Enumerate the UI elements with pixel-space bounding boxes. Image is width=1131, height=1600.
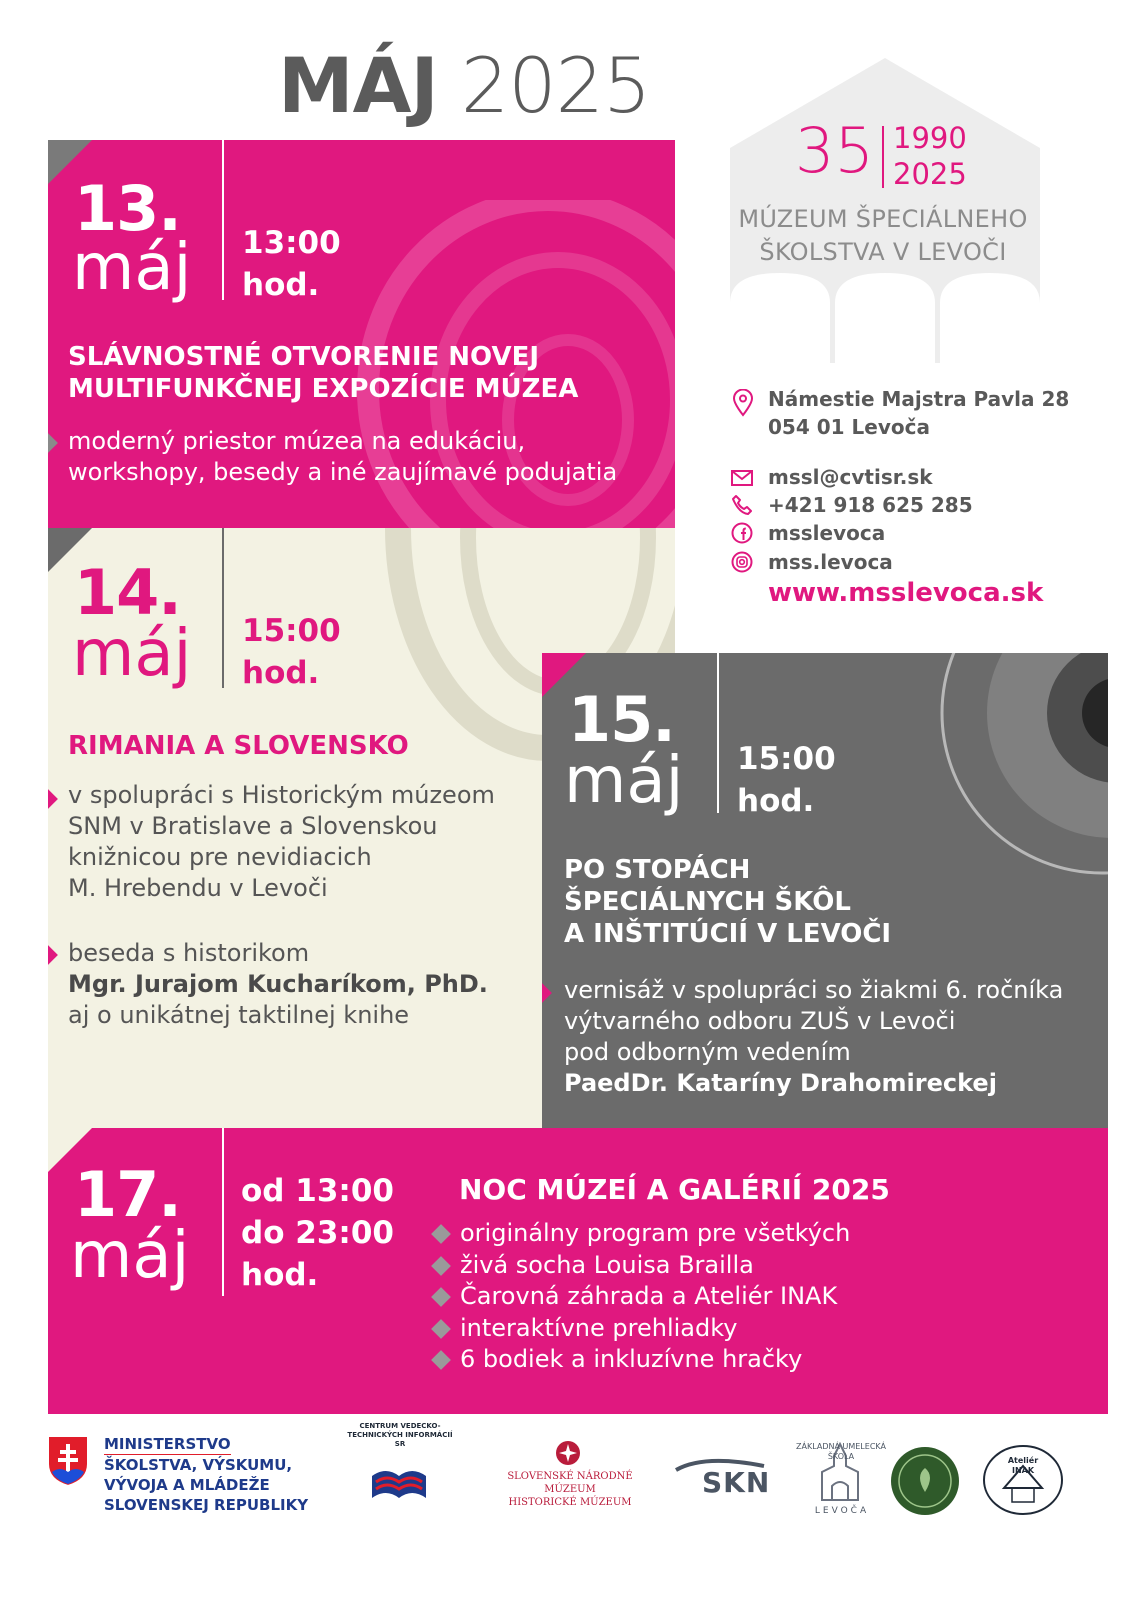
bullet-diamond [431, 1224, 451, 1244]
logo-divider [882, 126, 884, 188]
desc-line: beseda s historikom [68, 939, 310, 967]
ministry-line: VÝVOJA A MLÁDEŽE [104, 1476, 270, 1494]
heading-line: MULTIFUNKČNEJ EXPOZÍCIE MÚZEA [68, 374, 579, 404]
event-17-day: 17. [74, 1158, 181, 1231]
historian-name: Mgr. Jurajom Kucharíkom, PhD. [68, 970, 488, 998]
list-item-text: Čarovná záhrada a Ateliér INAK [460, 1282, 838, 1310]
time-unit: hod. [242, 267, 320, 303]
event-14-heading: RIMANIA A SLOVENSKO [68, 731, 409, 761]
divider [222, 528, 224, 688]
instagram-link[interactable]: mss.levoca [768, 550, 893, 574]
bullet-diamond [431, 1287, 451, 1307]
event-13-heading [68, 341, 578, 405]
address [768, 385, 1069, 441]
desc-line: M. Hrebendu v Levoči [68, 874, 328, 902]
desc-line: výtvarného odboru ZUŠ v Levoči [564, 1007, 956, 1035]
event-17-month: máj [70, 1219, 190, 1293]
ministry-logo-text [104, 1434, 308, 1515]
event-15-month: máj [564, 744, 684, 818]
event-14-day: 14. [74, 556, 181, 629]
address-line: Námestie Majstra Pavla 28 [768, 387, 1070, 411]
list-item-text: originálny program pre všetkých [460, 1219, 851, 1247]
snm-line: HISTORICKÉ MÚZEUM [508, 1497, 632, 1508]
event-15-day: 15. [568, 683, 675, 756]
zus-city-text: LEVOČA [814, 1506, 870, 1516]
desc-line: moderný priestor múzea na edukáciu, [68, 427, 526, 455]
bullet-diamond [48, 789, 58, 809]
facebook-link[interactable]: msslevoca [768, 521, 886, 545]
bullet-diamond [431, 1319, 451, 1339]
snm-logo-text [480, 1470, 660, 1509]
title-month: MÁJ [278, 41, 438, 130]
event-17-block [48, 1128, 1108, 1414]
event-15-time [737, 738, 836, 822]
event-15-description [564, 975, 1063, 1099]
logo-anniversary: 35 [795, 114, 874, 187]
ministry-line: MINISTERSTVO [104, 1435, 231, 1453]
event-13-block [48, 140, 675, 528]
inak-line: Ateliér [1007, 1456, 1039, 1465]
time-end: do 23:00 [241, 1215, 394, 1251]
instagram-icon [731, 551, 753, 573]
phone-link[interactable]: +421 918 625 285 [768, 493, 973, 517]
atelier-inak-text [1000, 1456, 1046, 1476]
time-unit: hod. [241, 1257, 319, 1293]
bullet-diamond [431, 1256, 451, 1276]
desc-line: aj o unikátnej taktilnej knihe [68, 1001, 410, 1029]
time-start: od 13:00 [241, 1173, 394, 1209]
sponsor-logos [0, 1420, 1131, 1600]
logo-year-from: 1990 [893, 121, 967, 155]
inak-line: INAK [1011, 1466, 1035, 1475]
zus-line: ZÁKLADNÁ UMELECKÁ ŠKOLA [796, 1442, 886, 1461]
facebook-icon [731, 522, 753, 544]
snm-line: SLOVENSKÉ NÁRODNÉ MÚZEUM [507, 1471, 633, 1495]
event-17-heading: NOC MÚZEÍ A GALÉRIÍ 2025 [459, 1173, 890, 1206]
desc-line: SNM v Bratislave a Slovenskou [68, 812, 438, 840]
divider [222, 140, 224, 300]
title-year: 2025 [460, 41, 651, 130]
ministry-line: SLOVENSKEJ REPUBLIKY [104, 1496, 309, 1514]
event-14-time [242, 610, 341, 694]
heading-line: PO STOPÁCH [564, 855, 751, 885]
event-14-bullet1 [68, 780, 495, 904]
slovak-coat-of-arms-icon [46, 1434, 90, 1488]
desc-line: knižnicou pre nevidiacich [68, 843, 372, 871]
eye-illustration [902, 653, 1108, 893]
heading-line: SLÁVNOSTNÉ OTVORENIE NOVEJ [68, 342, 540, 372]
logo-museum-name-2: ŠKOLSTVA V LEVOČI [759, 238, 1007, 266]
list-item-text: 6 bodiek a inkluzívne hračky [460, 1345, 803, 1373]
phone-icon [731, 494, 753, 516]
event-15-heading [564, 854, 891, 950]
email-icon [731, 467, 753, 489]
list-item-text: interaktívne prehliadky [460, 1313, 738, 1342]
divider [717, 653, 719, 813]
desc-line: v spolupráci s Historickým múzeom [68, 781, 495, 809]
atelier-inak-logo-icon [982, 1444, 1064, 1516]
event-14-bullet2 [68, 938, 488, 1031]
bullet-diamond [542, 983, 552, 1003]
website-link[interactable]: www.msslevoca.sk [768, 578, 1044, 608]
time-start: 15:00 [242, 613, 341, 649]
garden-logo-icon [890, 1446, 960, 1516]
location-pin-icon [731, 389, 755, 417]
snm-emblem-icon [555, 1440, 581, 1466]
zus-logo-text [786, 1442, 896, 1462]
skn-logo-text: SKN [702, 1466, 771, 1499]
event-13-day: 13. [74, 172, 181, 245]
bullet-diamond [48, 433, 58, 453]
bullet-diamond [431, 1350, 451, 1370]
address-line: 054 01 Levoča [768, 415, 930, 439]
email-link[interactable]: mssl@cvtisr.sk [768, 465, 933, 489]
logo-year-to: 2025 [893, 157, 967, 191]
event-13-time [242, 222, 341, 306]
bullet-diamond [48, 945, 58, 965]
event-17-time [241, 1170, 394, 1296]
heading-line: A INŠTITÚCIÍ V LEVOČI [564, 919, 892, 949]
page-title [278, 41, 651, 130]
curator-name: PaedDr. Kataríny Drahomireckej [564, 1069, 997, 1097]
time-start: 13:00 [242, 225, 341, 261]
time-unit: hod. [242, 655, 320, 691]
divider [222, 1128, 224, 1296]
heading-line: ŠPECIÁLNYCH ŠKÔL [564, 887, 851, 917]
event-13-month: máj [72, 231, 192, 305]
ministry-line: ŠKOLSTVA, VÝSKUMU, [104, 1456, 293, 1474]
logo-museum-name-1: MÚZEUM ŠPECIÁLNEHO [738, 205, 1028, 233]
list-item-text: živá socha Louisa Brailla [460, 1250, 754, 1279]
event-15-block [542, 653, 1108, 1128]
time-start: 15:00 [737, 741, 836, 777]
event-14-month: máj [72, 617, 192, 691]
desc-line: vernisáž v spolupráci so žiakmi 6. ročníka [564, 976, 1064, 1004]
desc-line: workshopy, besedy a iné zaujímavé podujatia [68, 458, 618, 486]
event-13-description [68, 426, 617, 488]
cvti-logo-text: CENTRUM VEDECKO-TECHNICKÝCH INFORMÁCIÍ SR [347, 1422, 453, 1448]
time-unit: hod. [737, 783, 815, 819]
desc-line: pod odborným vedením [564, 1038, 851, 1066]
